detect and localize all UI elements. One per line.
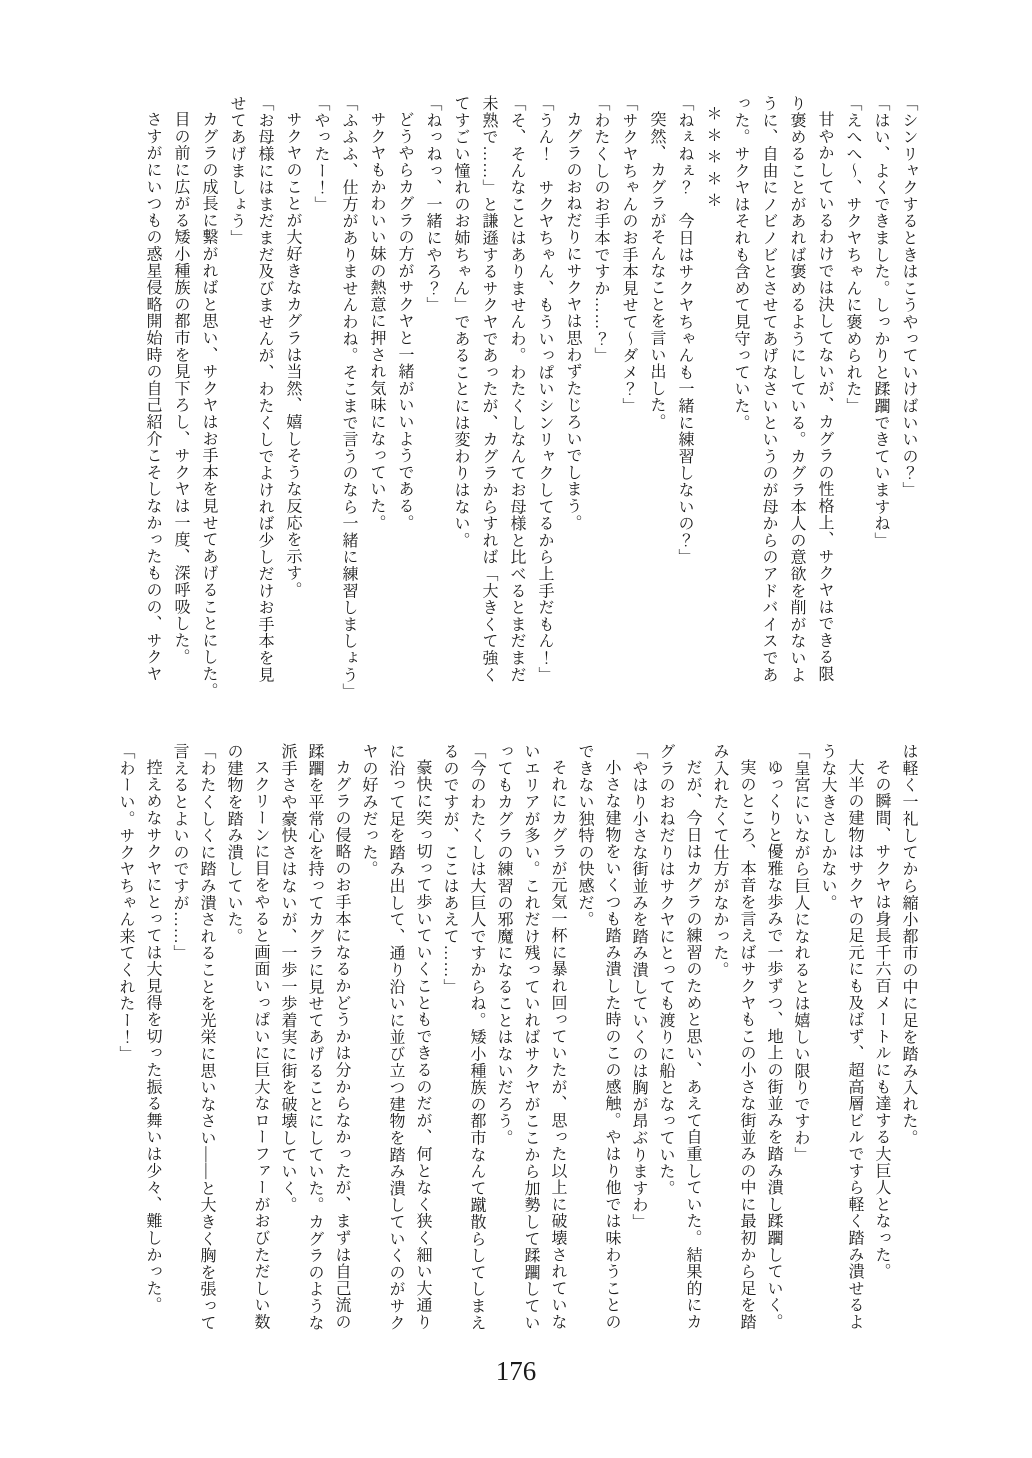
text-line: 「ふふふ、仕方がありませんわね。そこまで言うのなら一緒に練習しましょう」 (340, 95, 357, 700)
text-line: は軽く一礼してから縮小都市の中に足を踏み入れた。 (900, 743, 917, 1147)
text-line: り褒めることがあれば褒めるようにしている。カグラ本人の意欲を削がないよ (788, 95, 805, 683)
text-line: さすがにいつもの惑星侵略開始時の自己紹介こそしなかったものの、サクヤ (144, 111, 161, 683)
text-line: 「やはり小さな街並みを踏み潰していくのは胸が昂ぶりますわ」 (630, 743, 647, 1231)
text-line: 「やったー！」 (312, 95, 329, 213)
text-line: 言えるとよいのですが……」 (171, 743, 188, 962)
text-line: いエリアが多い。これだけ残っていればサクヤがここから加勢して蹂躙してい (522, 743, 539, 1331)
text-line: 「わたくしくに踏み潰されることを光栄に思いなさい——と大きく胸を張って (198, 743, 215, 1331)
text-line: せてあげましょう」 (228, 95, 245, 247)
text-line: グラのおねだりはサクヤにとっても渡りに船となっていた。 (657, 743, 674, 1197)
text-line: うに、自由にノビノビとさせてあげなさいというのが母からのアドバイスであ (760, 95, 777, 683)
text-line: 「わたくしのお手本ですか……？」 (592, 95, 609, 364)
text-line: 控えめなサクヤにとっては大見得を切った振る舞いは少々、難しかった。 (144, 759, 161, 1314)
text-line: った。サクヤはそれも含めて見守っていた。 (732, 95, 749, 431)
text-line: 実のところ、本音を言えばサクヤもこの小さな街並みの中に最初から足を踏 (738, 759, 755, 1331)
text-line: 突然、カグラがそんなことを言い出した。 (648, 111, 665, 431)
text-line: の建物を踏み潰していた。 (225, 743, 242, 945)
text-line: 「皇宮にいながら巨人になれるとは嬉しい限りですわ」 (792, 743, 809, 1163)
text-line: に沿って足を踏み出して、通り沿いに並び立つ建物を踏み潰していくのがサク (387, 743, 404, 1331)
text-line: カグラのおねだりにサクヤは思わずたじろいでしまう。 (564, 111, 581, 531)
text-line: み入れたくて仕方がなかった。 (711, 743, 728, 979)
text-line: 「ねっねっ、一緒にやろ？」 (424, 95, 441, 314)
text-line: 「えへへ〜、サクヤちゃんに褒められた」 (844, 95, 861, 415)
text-block-bottom (112, 743, 922, 1365)
text-line: 「わーい。サクヤちゃん来てくれたー！」 (117, 743, 134, 1063)
text-line: 甘やかしているわけでは決してないが、カグラの性格上、サクヤはできる限 (816, 111, 833, 683)
text-line: 「うん！ サクヤちゃん、もういっぱいシンリャクしてるから上手だもん！」 (536, 95, 553, 683)
text-line: 「ねぇねぇ？ 今日はサクヤちゃんも一緒に練習しないの？」 (676, 95, 693, 566)
text-block-top (138, 95, 922, 717)
text-line: てすごい憧れのお姉ちゃん」であることには変わりはない。 (452, 95, 469, 549)
text-line: 目の前に広がる矮小種族の都市を見下ろし、サクヤは一度、深呼吸した。 (172, 111, 189, 666)
text-line: 「はい、よくできました。しっかりと蹂躙できていますね」 (872, 95, 889, 549)
text-line: 「お母様にはまだまだ及びませんが、わたくしでよければ少しだけお手本を見 (256, 95, 273, 683)
text-line: 「サクヤちゃんのお手本見せて〜ダメ？」 (620, 95, 637, 415)
text-line: 蹂躙を平常心を持ってカグラに見せてあげることにしていた。カグラのような (306, 743, 323, 1331)
section-separator: ＊ ＊ ＊ ＊ ＊ (704, 104, 721, 208)
text-line: ゆっくりと優雅な歩みで一歩ずつ、地上の街並みを踏み潰し蹂躙していく。 (765, 759, 782, 1331)
text-line: ヤの好みだった。 (360, 743, 377, 878)
text-line: カグラの侵略のお手本になるかどうかは分からなかったが、まずは自己流の (333, 759, 350, 1331)
text-line: 派手さや豪快さはないが、一歩一歩着実に街を破壊していく。 (279, 743, 296, 1214)
text-line: できない独特の快感だ。 (576, 743, 593, 928)
text-line: 「今のわたくしは大巨人ですからね。矮小種族の都市なんて蹴散らしてしまえ (468, 743, 485, 1331)
text-line: 「シンリャクするときはこうやっていけばいいの？」 (900, 95, 917, 499)
text-line: 豪快に突っ切って歩いていくこともできるのだが、何となく狭く細い大通り (414, 759, 431, 1331)
text-line: だが、今日はカグラの練習のためと思い、あえて自重していた。結果的にカ (684, 759, 701, 1331)
text-line: どうやらカグラの方がサクヤと一緒がいいようである。 (396, 111, 413, 531)
text-line: 大半の建物はサクヤの足元にも及ばず、超高層ビルですら軽く踏み潰せるよ (846, 759, 863, 1331)
text-line: るのですが、ここはあえて……」 (441, 743, 458, 995)
text-line: ってもカグラの練習の邪魔になることはないだろう。 (495, 743, 512, 1147)
text-line: 「そ、そんなことはありませんわ。わたくしなんてお母様と比べるとまだまだ (508, 95, 525, 683)
text-line: スクリーンに目をやると画面いっぱいに巨大なローファーがおびただしい数 (252, 759, 269, 1331)
text-line: カグラの成長に繋がればと思い、サクヤはお手本を見せてあげることにした。 (200, 111, 217, 699)
text-line: 未熟で……」と謙遜するサクヤであったが、カグラからすれば「大きくて強く (480, 95, 497, 683)
text-line: 小さな建物をいくつも踏み潰した時のこの感触。やはり他では味わうことの (603, 759, 620, 1331)
text-line: サクヤもかわいい妹の熱意に押され気味になっていた。 (368, 111, 385, 531)
page-number: 176 (495, 1356, 537, 1386)
text-line: その瞬間、サクヤは身長千六百メートルにも達する大巨人となった。 (873, 759, 890, 1280)
text-line: それにカグラが元気一杯に暴れ回っていたが、思った以上に破壊されていな (549, 759, 566, 1331)
text-line: サクヤのことが大好きなカグラは当然、嬉しそうな反応を示す。 (284, 111, 301, 599)
text-line: うな大きさしかない。 (819, 743, 836, 911)
